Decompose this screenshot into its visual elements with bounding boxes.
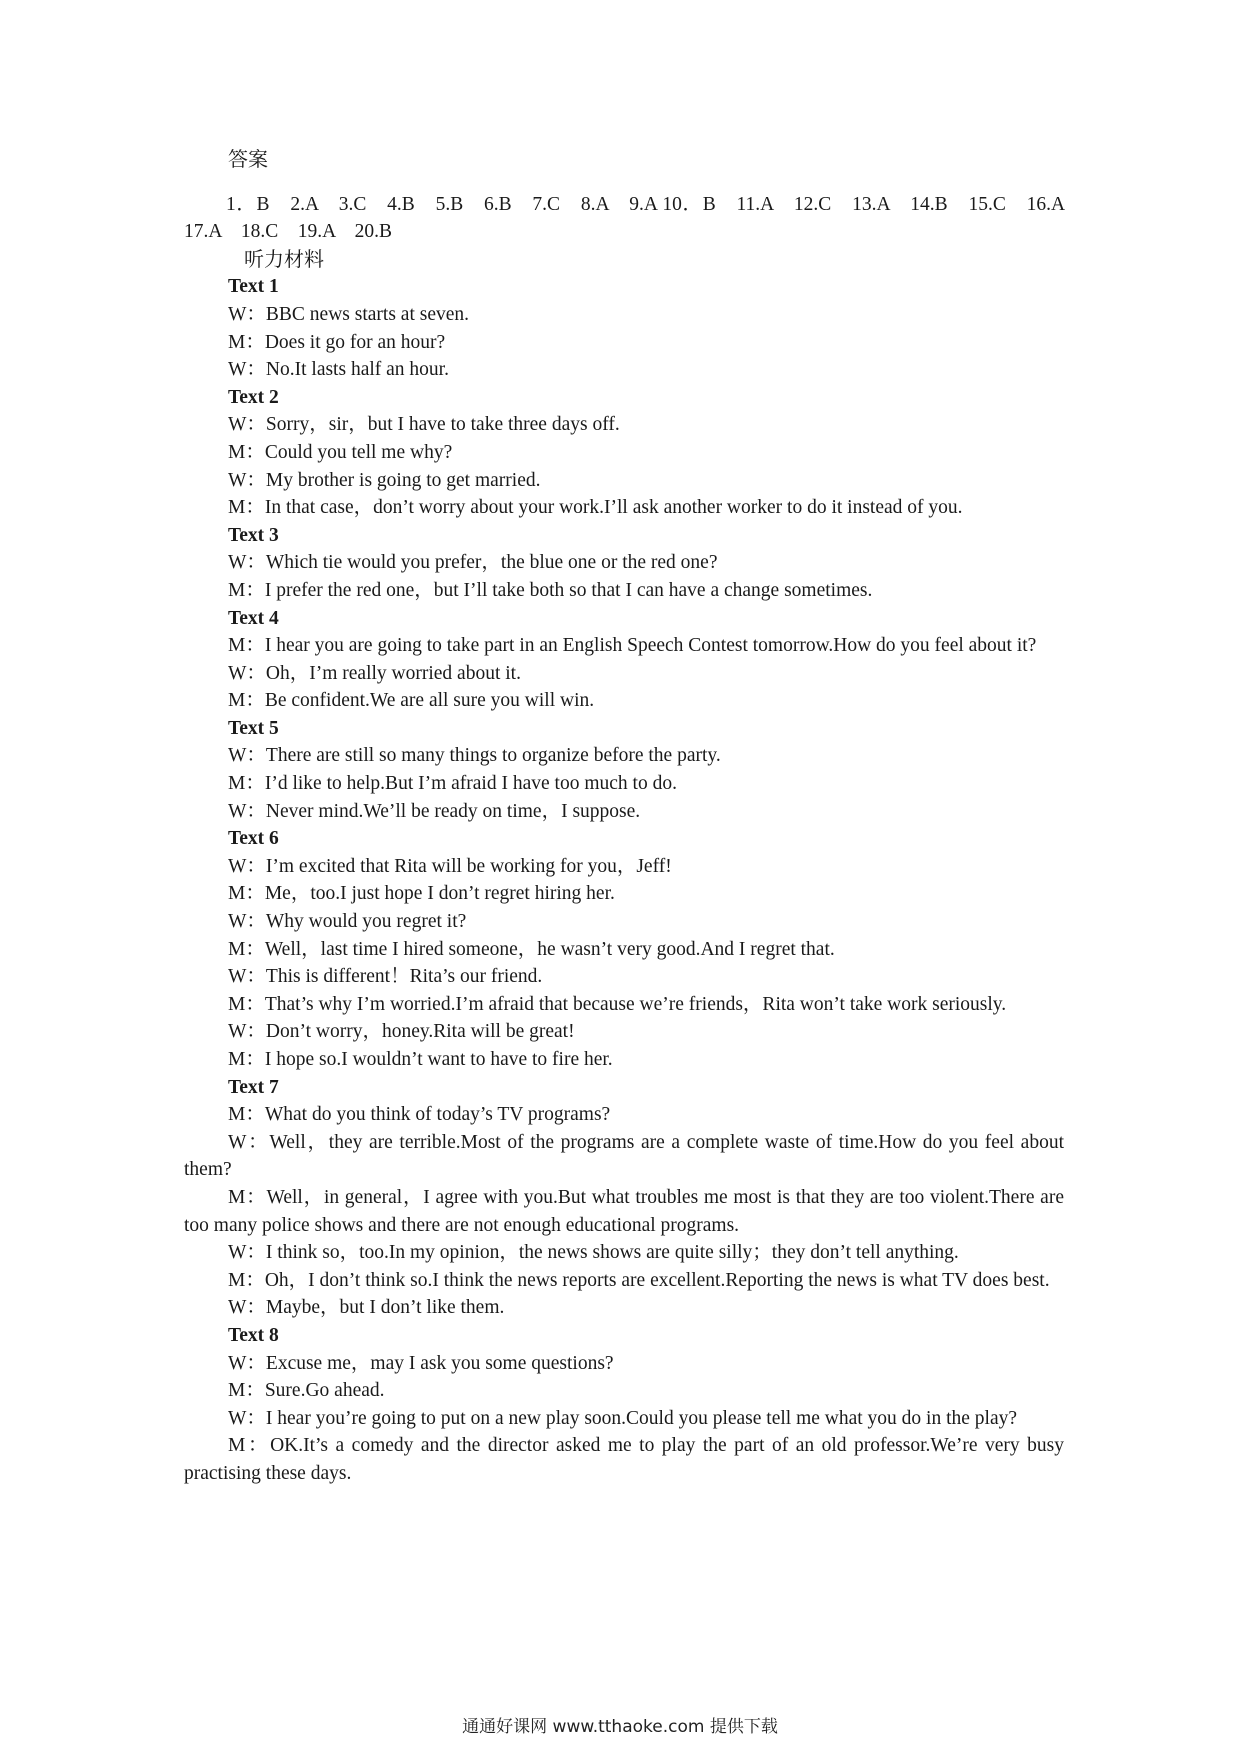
dialogue-line: W：This is different！Rita’s our friend. (228, 966, 543, 988)
listening-texts (184, 273, 1064, 1487)
dialogue-line: M：What do you think of today’s TV programs? (228, 1104, 611, 1126)
text-title: Text 6 (228, 828, 279, 850)
text-title: Text 5 (228, 717, 279, 739)
dialogue-line: W：I’m excited that Rita will be working for you，Jeff! (228, 855, 672, 877)
answer-heading: 答案 (228, 147, 268, 171)
dialogue-line: W：Excuse me，may I ask you some questions? (228, 1352, 614, 1374)
dialogue-line: M：I hope so.I wouldn’t want to have to fire her. (228, 1049, 613, 1070)
listening-text-block (184, 605, 1064, 715)
listening-material-title: 听力材料 (244, 246, 324, 271)
text-title: Text 3 (228, 524, 279, 546)
document-content (184, 146, 1084, 1488)
text-title: Text 1 (228, 276, 279, 298)
dialogue-line: W：Maybe，but I don’t like them. (228, 1297, 505, 1319)
dialogue-line: W：I think so，too.In my opinion，the news shows are quite silly；they don’t tell anything. (228, 1242, 959, 1264)
dialogue-line: M：Be confident.We are all sure you will win. (228, 690, 595, 712)
dialogue-line: W：My brother is going to get married. (228, 469, 541, 491)
dialogue-line: W：No.It lasts half an hour. (228, 359, 449, 381)
listening-text-block (184, 522, 1064, 605)
text-title: Text 2 (228, 386, 279, 408)
dialogue-line: M：Does it go for an hour? (228, 331, 446, 353)
dialogue-line: M：OK.It’s a comedy and the director asked me to play the part of an old professor.We’re very busy practising these days. (184, 1435, 1064, 1484)
answer-key: 1．B 2.A 3.C 4.B 5.B 6.B 7.C 8.A 9.A 10．B 11.A 12.C 13.A 14.B 15.C 16.A 17.A 18.C 19.A 20.B (184, 193, 1084, 243)
dialogue-line: M：Oh，I don’t think so.I think the news reports are excellent.Reporting the news is what TV does best. (228, 1269, 1050, 1291)
dialogue-line: M：Could you tell me why? (228, 441, 453, 463)
dialogue-line: W：There are still so many things to organize before the party. (228, 745, 721, 767)
dialogue-line: M：In that case，don’t worry about your work.I’ll ask another worker to do it instead of you. (228, 497, 963, 519)
listening-text-block (184, 715, 1064, 825)
listening-text-block (184, 1322, 1064, 1488)
dialogue-line: M：I hear you are going to take part in an English Speech Contest tomorrow.How do you feel about it? (228, 635, 1037, 657)
listening-text-block (184, 384, 1064, 522)
text-title: Text 4 (228, 607, 279, 629)
dialogue-line: W：BBC news starts at seven. (228, 303, 470, 325)
dialogue-line: M：That’s why I’m worried.I’m afraid that because we’re friends，Rita won’t take work seriously. (228, 993, 1007, 1015)
dialogue-line: M：Me，too.I just hope I don’t regret hiring her. (228, 883, 615, 905)
dialogue-line: W：Why would you regret it? (228, 911, 467, 933)
dialogue-line: W：Never mind.We’ll be ready on time，I suppose. (228, 800, 641, 822)
dialogue-line: W：Which tie would you prefer，the blue one or the red one? (228, 552, 718, 574)
listening-text-block (184, 825, 1064, 1073)
text-title: Text 7 (228, 1076, 279, 1098)
dialogue-line: M：Well，last time I hired someone，he wasn’t very good.And I regret that. (228, 938, 835, 960)
dialogue-line: W：Don’t worry，honey.Rita will be great! (228, 1021, 575, 1043)
dialogue-line: W：Well，they are terrible.Most of the programs are a complete waste of time.How do you feel about them? (184, 1131, 1064, 1181)
text-title: Text 8 (228, 1324, 279, 1346)
dialogue-line: M：Sure.Go ahead. (228, 1380, 385, 1402)
dialogue-line: W：Oh，I’m really worried about it. (228, 662, 521, 684)
dialogue-line: M：I prefer the red one，but I’ll take both so that I can have a change sometimes. (228, 579, 873, 601)
dialogue-line: W：I hear you’re going to put on a new play soon.Could you please tell me what you do in the play? (228, 1407, 1018, 1429)
listening-text-block (184, 273, 1064, 383)
listening-text-block (184, 1074, 1064, 1322)
dialogue-line: M：I’d like to help.But I’m afraid I have too much to do. (228, 773, 677, 795)
footer-watermark: 通通好课网 www.tthaoke.com 提供下载 (462, 1717, 778, 1737)
dialogue-line: M：Well，in general，I agree with you.But what troubles me most is that they are too violent.There are too many police shows and there are not enough educational programs. (184, 1186, 1064, 1236)
dialogue-line: W：Sorry，sir，but I have to take three days off. (228, 414, 620, 436)
